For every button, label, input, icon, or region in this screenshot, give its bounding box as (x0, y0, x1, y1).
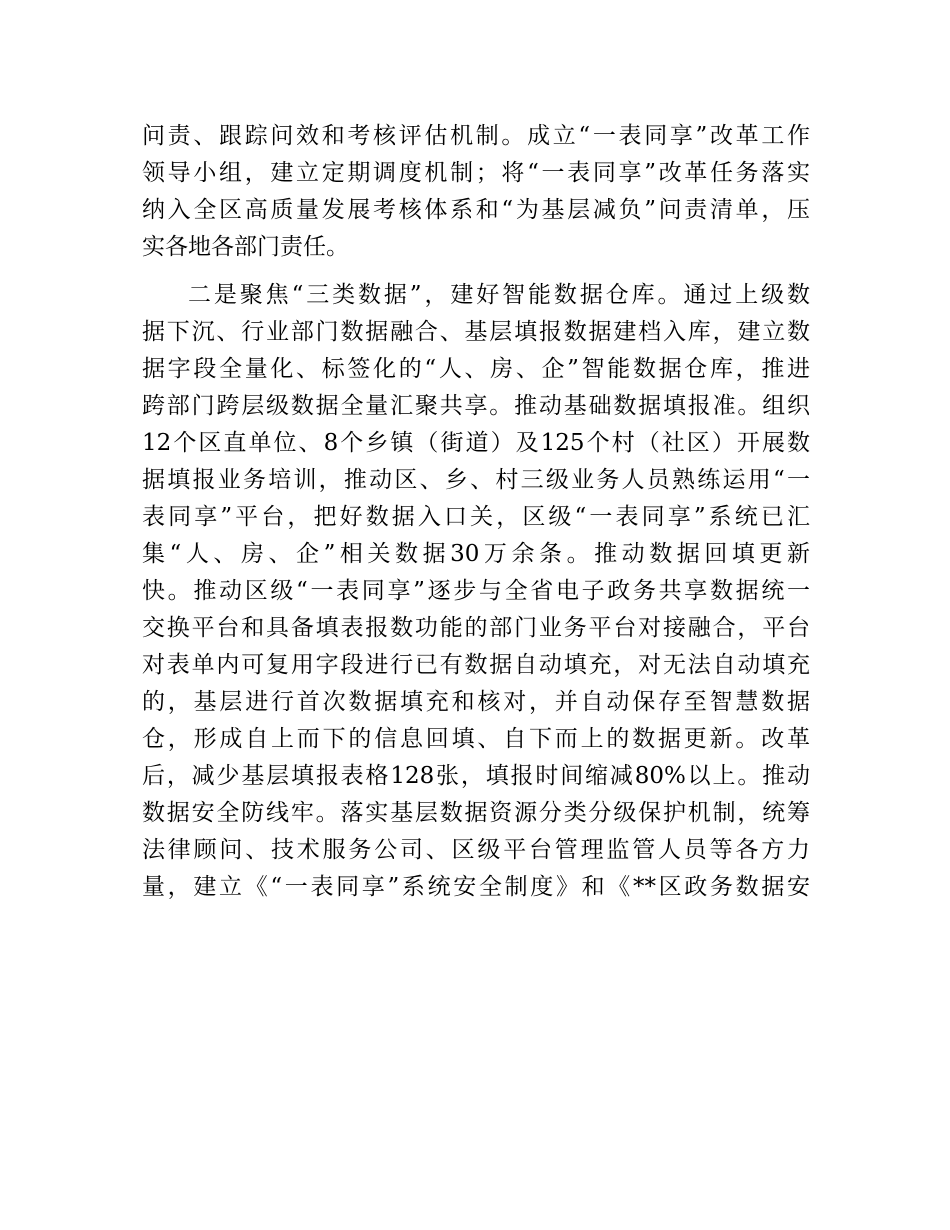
text-line: 对表单内可复用字段进行已有数据自动填充，对无法自动填充 (142, 652, 810, 678)
text-line: 法律顾问、技术服务公司、区级平台管理监管人员等各方力 (142, 837, 810, 863)
text-line: 的，基层进行首次数据填充和核对，并自动保存至智慧数据 (142, 689, 810, 715)
text-line: 二是聚焦“三类数据”，建好智能数据仓库。通过上级数 (188, 282, 810, 308)
document-page (142, 118, 810, 906)
text-line: 领导小组，建立定期调度机制；将“一表同享”改革任务落实 (142, 160, 810, 186)
text-line: 据填报业务培训，推动区、乡、村三级业务人员熟练运用“一 (142, 467, 810, 493)
text-line: 问责、跟踪问效和考核评估机制。成立“一表同享”改革工作 (142, 123, 810, 149)
text-line: 后，减少基层填报表格128张，填报时间缩减80%以上。推动 (142, 763, 810, 789)
text-line: 数据安全防线牢。落实基层数据资源分类分级保护机制，统筹 (142, 800, 810, 826)
paragraph-2 (142, 277, 810, 906)
text-line: 实各地各部门责任。 (142, 234, 349, 260)
text-line: 快。推动区级“一表同享”逐步与全省电子政务共享数据统一 (142, 578, 810, 604)
text-line: 据下沉、行业部门数据融合、基层填报数据建档入库，建立数 (142, 319, 810, 345)
text-line: 12个区直单位、8个乡镇（街道）及125个村（社区）开展数 (142, 430, 810, 456)
text-line: 仓，形成自上而下的信息回填、自下而上的数据更新。改革 (142, 726, 810, 752)
text-line: 交换平台和具备填表报数功能的部门业务平台对接融合，平台 (142, 615, 810, 641)
text-line: 量，建立《“一表同享”系统安全制度》和《**区政务数据安 (142, 874, 810, 900)
paragraph-1 (142, 118, 810, 266)
text-line: 集“人、房、企”相关数据30万余条。推动数据回填更新 (142, 541, 810, 567)
text-line: 纳入全区高质量发展考核体系和“为基层减负”问责清单，压 (142, 197, 810, 223)
text-line: 跨部门跨层级数据全量汇聚共享。推动基础数据填报准。组织 (142, 393, 810, 419)
text-line: 表同享”平台，把好数据入口关，区级“一表同享”系统已汇 (142, 504, 810, 530)
text-line: 据字段全量化、标签化的“人、房、企”智能数据仓库，推进 (142, 356, 810, 382)
